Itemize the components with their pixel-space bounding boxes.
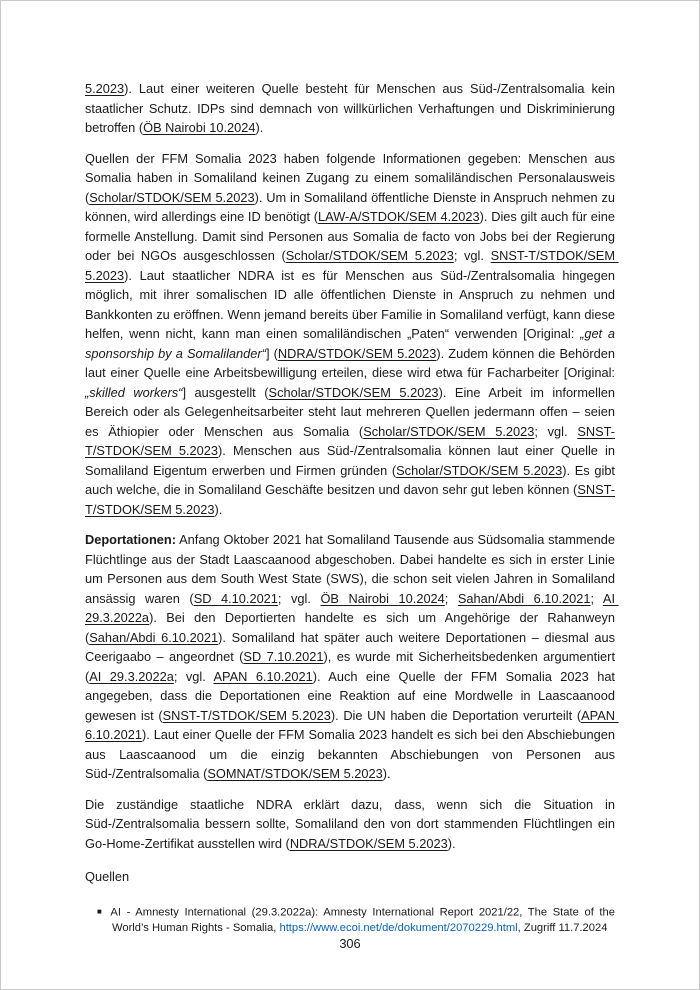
source-ref-link[interactable]: Scholar/STDOK/SEM 5.2023 xyxy=(89,189,255,205)
source-ref-link[interactable]: SOMNAT/STDOK/SEM 5.2023 xyxy=(207,766,383,781)
source-ref-link[interactable]: AI 29.3.2022a xyxy=(89,668,174,684)
text-segment: ). Dies gilt auch für eine formelle Anstellung. Damit sind Personen aus Somalia de facto von Jobs bei der Regierung oder bei NGOs ausgeschlossen ( xyxy=(85,209,619,263)
text-segment: ). Bei den Deportierten handelte es sich um Angehörige der Rahanweyn ( xyxy=(85,610,619,645)
source-ref-link[interactable]: NDRA/STDOK/SEM 5.2023 xyxy=(289,835,448,851)
text-segment: ). Somaliland hat später auch weitere Deportationen – diesmal aus Ceerigaabo – angeordnet ( xyxy=(85,629,619,664)
source-ref-link[interactable]: NDRA/STDOK/SEM 5.2023 xyxy=(277,345,437,361)
text-segment: ). Es gibt auch welche, die in Somaliland Geschäfte besitzen und davon sehr gut leben können ( xyxy=(85,462,619,497)
source-ref-link[interactable]: Scholar/STDOK/SEM 5.2023 xyxy=(363,423,535,439)
para-deportationen xyxy=(85,530,619,784)
text-segment: ). Um in Somaliland öffentliche Dienste in Anspruch nehmen zu können, wird allerdings eine ID benötigt ( xyxy=(85,189,619,224)
text-segment: ), es wurde mit Sicherheitsbedenken argumentiert ( xyxy=(85,649,619,684)
para-continuation xyxy=(85,79,619,138)
bullet-icon: ■ xyxy=(97,906,105,916)
text-segment: ). Laut einer weiteren Quelle besteht für Menschen aus Süd-/Zentralsomalia kein staatlicher Schutz. IDPs sind demnach von willkürlichen Verhaftungen und Diskriminierung betroffen ( xyxy=(85,81,619,135)
source-ref-link[interactable]: Scholar/STDOK/SEM 5.2023 xyxy=(396,462,563,478)
italic-text: „skilled workers“ xyxy=(85,384,183,400)
text-segment: ). Menschen aus Süd-/Zentralsomalia können laut einer Quelle in Somaliland Eigentum erwerben und Firmen gründen ( xyxy=(85,443,619,478)
source-ref-link[interactable]: Scholar/STDOK/SEM 5.2023 xyxy=(285,248,454,263)
text-segment: ] ( xyxy=(265,345,278,361)
source-ref-link[interactable]: SD 4.10.2021 xyxy=(193,590,278,606)
source-ref-link[interactable]: 5.2023 xyxy=(85,81,125,96)
source-ref-link[interactable]: AI 29.3.2022a xyxy=(85,590,619,625)
text-segment: AI - Amnesty International (29.3.2022a): Amnesty International Report 2021/22, The State of the World’s Human Rights - Somalia, xyxy=(110,906,619,934)
sources-list xyxy=(85,904,619,937)
source-ref-link[interactable]: APAN 6.10.2021 xyxy=(85,707,619,742)
source-ref-link[interactable]: SNST-T/STDOK/SEM 5.2023 xyxy=(162,707,331,723)
bold-text: Deportationen: xyxy=(85,532,176,547)
text-segment: ; vgl. xyxy=(277,590,321,606)
text-segment: ; xyxy=(444,590,458,606)
page-number: 306 xyxy=(339,936,361,951)
text-segment: Quellen der FFM Somalia 2023 haben folgende Informationen gegeben: Menschen aus Somalia haben in Somaliland keinen Zugang zu einem somaliländischen Personalausweis ( xyxy=(85,150,619,205)
text-segment: , Zugriff 11.7.2024 xyxy=(517,921,608,934)
italic-text: „get a sponsorship by a Somalilander“ xyxy=(85,326,619,361)
source-ref-link[interactable]: Sahan/Abdi 6.10.2021 xyxy=(89,629,219,645)
source-item-ai xyxy=(97,904,619,937)
text-segment: ). xyxy=(382,766,391,781)
source-ref-link[interactable]: ÖB Nairobi 10.2024 xyxy=(320,590,445,606)
source-ref-link[interactable]: Scholar/STDOK/SEM 5.2023 xyxy=(268,384,439,400)
text-segment: ). xyxy=(214,501,223,517)
page-content xyxy=(85,79,619,942)
text-segment: Die zuständige staatliche NDRA erklärt dazu, dass, wenn sich die Situation in Süd-/Zentralsomalia bessern sollte, Somaliland den von dort stammenden Flüchtlingen ein Go-Home-Zertifikat ausstellen wird ( xyxy=(85,796,619,851)
source-ref-link[interactable]: LAW-A/STDOK/SEM 4.2023 xyxy=(318,209,480,224)
para-ffm-quellen xyxy=(85,149,619,520)
text-segment: ; vgl. xyxy=(534,423,578,439)
text-segment: ). Laut einer Quelle der FFM Somalia 2023 handelt es sich bei den Abschiebungen aus Laascaanood um die einzig bekannten Abschiebungen von Personen aus Süd-/Zentralsomalia ( xyxy=(85,727,619,781)
text-segment: ). Die UN haben die Deportation verurteilt ( xyxy=(330,707,582,723)
source-ref-link[interactable]: APAN 6.10.2021 xyxy=(213,668,313,684)
text-segment: ). Eine Arbeit im informellen Bereich oder als Gelegenheitsarbeiter steht laut mehreren Quellen jedermann offen – seien es Äthiopier oder Menschen aus Somalia ( xyxy=(85,384,619,439)
text-segment: ). Auch eine Quelle der FFM Somalia 2023 hat angegeben, dass die Deportationen eine Reaktion auf eine Mordwelle in Laascaanood gewesen ist ( xyxy=(85,668,619,723)
text-segment: ; vgl. xyxy=(173,668,214,684)
source-ref-link[interactable]: Sahan/Abdi 6.10.2021 xyxy=(457,590,591,606)
source-ref-link[interactable]: SNST-T/STDOK/SEM 5.2023 xyxy=(85,248,619,283)
text-segment: ; xyxy=(590,590,603,606)
source-ref-link[interactable]: ÖB Nairobi 10.2024 xyxy=(143,120,256,135)
text-segment: Anfang Oktober 2021 hat Somaliland Tausende aus Südsomalia stammende Flüchtlinge aus der Stadt Laascaanood abgeschoben. Dabei handelte es sich in erster Linie um Personen aus dem South West State (SWS), die schon seit vielen Jahren in Somaliland ansässig waren ( xyxy=(85,532,619,606)
text-segment: ). Zudem können die Behörden laut einer Quelle eine Arbeitsbewilligung erteilen, diese wird etwa für Facharbeiter [Original: xyxy=(85,345,619,380)
source-ref-link[interactable]: SNST-T/STDOK/SEM 5.2023 xyxy=(85,423,615,458)
text-segment: ] ausgestellt ( xyxy=(182,384,269,400)
text-segment: ). xyxy=(447,835,456,851)
source-ref-link[interactable]: SNST-T/STDOK/SEM 5.2023 xyxy=(85,482,615,517)
sources-heading: Quellen xyxy=(85,869,130,884)
source-ref-link[interactable]: SD 7.10.2021 xyxy=(243,649,324,664)
body-paragraphs xyxy=(85,79,619,853)
external-link[interactable]: https://www.ecoi.net/de/dokument/2070229.html xyxy=(279,921,518,934)
para-ndra-gohome xyxy=(85,795,619,854)
text-segment: ). Laut staatlicher NDRA ist es für Menschen aus Süd-/Zentralsomalia hingegen möglich, mit ihrer somalischen ID alle öffentlichen Dienste in Anspruch zu nehmen und Bankkonten zu eröffnen. Wenn jemand bereits über Familie in Somaliland verfügt, kann diese helfen, wenn nicht, kann man einen somaliländischen „Paten“ verwenden [Original: xyxy=(85,267,619,341)
text-segment: ). xyxy=(255,120,264,135)
text-segment: ; vgl. xyxy=(453,248,491,263)
